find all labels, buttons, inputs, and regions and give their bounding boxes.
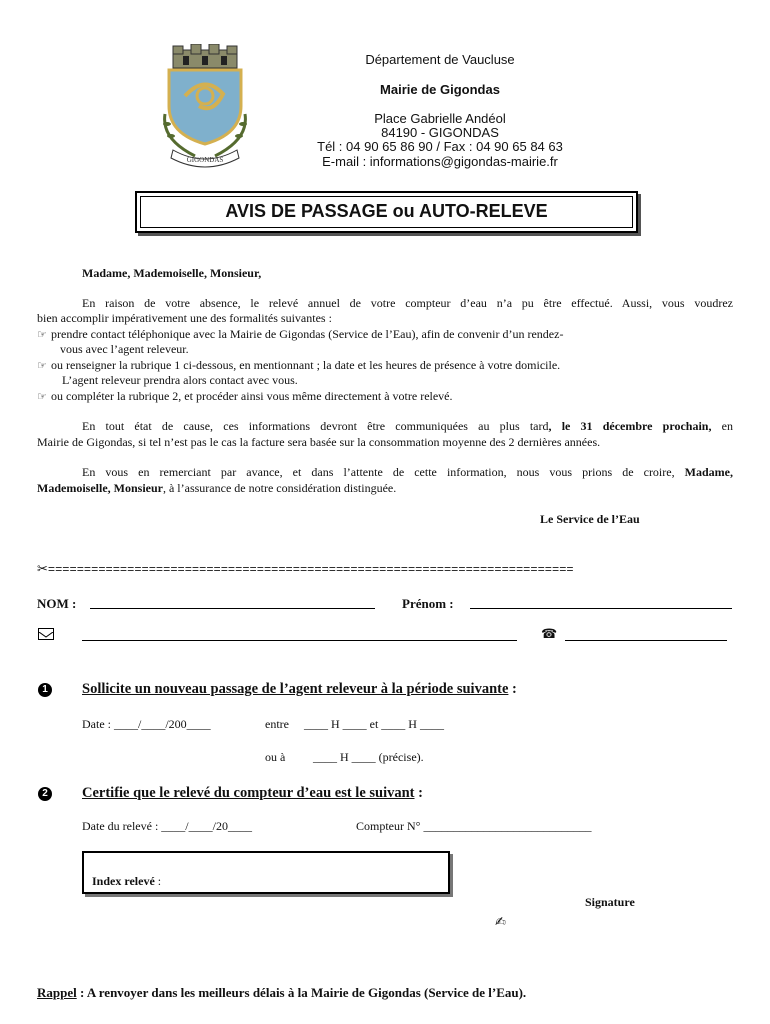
- address-city: 84190 - GIGONDAS: [381, 125, 499, 140]
- nom-label: NOM :: [37, 596, 77, 611]
- signature-label: Signature: [585, 895, 635, 909]
- hand-pointing-icon: ☞: [37, 359, 47, 372]
- rappel-note: Rappel : A renvoyer dans les meilleurs délais à la Mairie de Gigondas (Service de l’Eau).: [37, 985, 527, 1000]
- address-street: Place Gabrielle Andéol: [374, 111, 506, 126]
- department-name: Département de Vaucluse: [365, 52, 515, 67]
- signoff: Le Service de l’Eau: [540, 512, 640, 526]
- section-2-title: Certifie que le relevé du compteur d’eau est le suivant :: [82, 785, 423, 801]
- phone-fax: Tél : 04 90 65 86 90 / Fax : 04 90 65 84 63: [317, 139, 563, 154]
- bullet-item-3: ☞ ou compléter la rubrique 2, et procéder ainsi vous même directement à votre relevé.: [37, 389, 453, 403]
- intro-line-1: En raison de votre absence, le relevé annuel de votre compteur d’eau n’a pu être effectué. Aussi, vous voudrez: [82, 296, 733, 310]
- bullet-item-2-cont: L’agent releveur prendra alors contact avec vous.: [62, 373, 298, 387]
- telephone-icon: ☎: [541, 627, 558, 642]
- section-2-number: 2: [38, 787, 52, 801]
- email-address: E-mail : informations@gigondas-mairie.fr: [322, 154, 558, 169]
- visit-exact-time-field[interactable]: ____ H ____ (précise).: [313, 750, 424, 764]
- deadline-line-1: En tout état de cause, ces informations devront être communiquées au plus tard, le 31 décembre prochain, en: [82, 419, 734, 433]
- phone-field[interactable]: [565, 640, 727, 641]
- section-1-title: Sollicite un nouveau passage de l’agent releveur à la période suivante :: [82, 681, 517, 697]
- writing-hand-icon: ✍: [495, 915, 506, 930]
- crest-ribbon-text: GIGONDAS: [186, 156, 224, 164]
- hand-pointing-icon: ☞: [37, 390, 47, 403]
- ou-a-label: ou à: [265, 750, 286, 764]
- deadline-line-2: Mairie de Gigondas, si tel n’est pas le cas la facture sera basée sur la consommation moyenne des 2 dernières années.: [37, 435, 601, 449]
- document-title-box: [135, 191, 638, 233]
- bullet-item-1-cont: vous avec l’agent releveur.: [60, 342, 189, 356]
- nom-field[interactable]: [90, 608, 375, 609]
- bullet-item-2: ☞ ou renseigner la rubrique 1 ci-dessous, en mentionnant ; la date et les heures de présence à votre domicile.: [37, 358, 561, 372]
- index-label: Index relevé :: [92, 874, 162, 888]
- scissors-icon: ✂: [37, 563, 48, 577]
- section-1-number: 1: [38, 683, 52, 697]
- intro-line-2: bien accomplir impérativement une des formalités suivantes :: [37, 311, 332, 325]
- greeting: Madame, Mademoiselle, Monsieur,: [82, 266, 262, 280]
- reading-date-field[interactable]: Date du relevé : ____/____/20____: [82, 819, 252, 833]
- visit-date-field[interactable]: Date : ____/____/200____: [82, 717, 211, 731]
- closing-line-2: Mademoiselle, Monsieur, à l’assurance de notre considération distinguée.: [37, 481, 397, 495]
- visit-time-range-field[interactable]: entre ____ H ____ et ____ H ____: [265, 717, 444, 731]
- envelope-icon: [38, 628, 54, 640]
- town-crest-logo: [155, 44, 255, 174]
- index-reading-box[interactable]: [82, 851, 450, 894]
- prenom-field[interactable]: [470, 608, 732, 609]
- document-title: AVIS DE PASSAGE ou AUTO-RELEVE: [140, 196, 633, 228]
- meter-number-field[interactable]: Compteur N° ____________________________: [356, 819, 592, 833]
- bullet-item-1: ☞ prendre contact téléphonique avec la Mairie de Gigondas (Service de l’Eau), afin de convenir d’un rendez-: [37, 327, 564, 341]
- cut-line: ✂=========================================================================: [37, 563, 574, 577]
- hand-pointing-icon: ☞: [37, 328, 47, 341]
- address-field[interactable]: [82, 640, 517, 641]
- closing-line-1: En vous en remerciant par avance, et dans l’attente de cette information, nous vous prions de croire, Madame,: [82, 465, 733, 479]
- mairie-name: Mairie de Gigondas: [380, 82, 500, 97]
- prenom-label: Prénom :: [402, 596, 454, 611]
